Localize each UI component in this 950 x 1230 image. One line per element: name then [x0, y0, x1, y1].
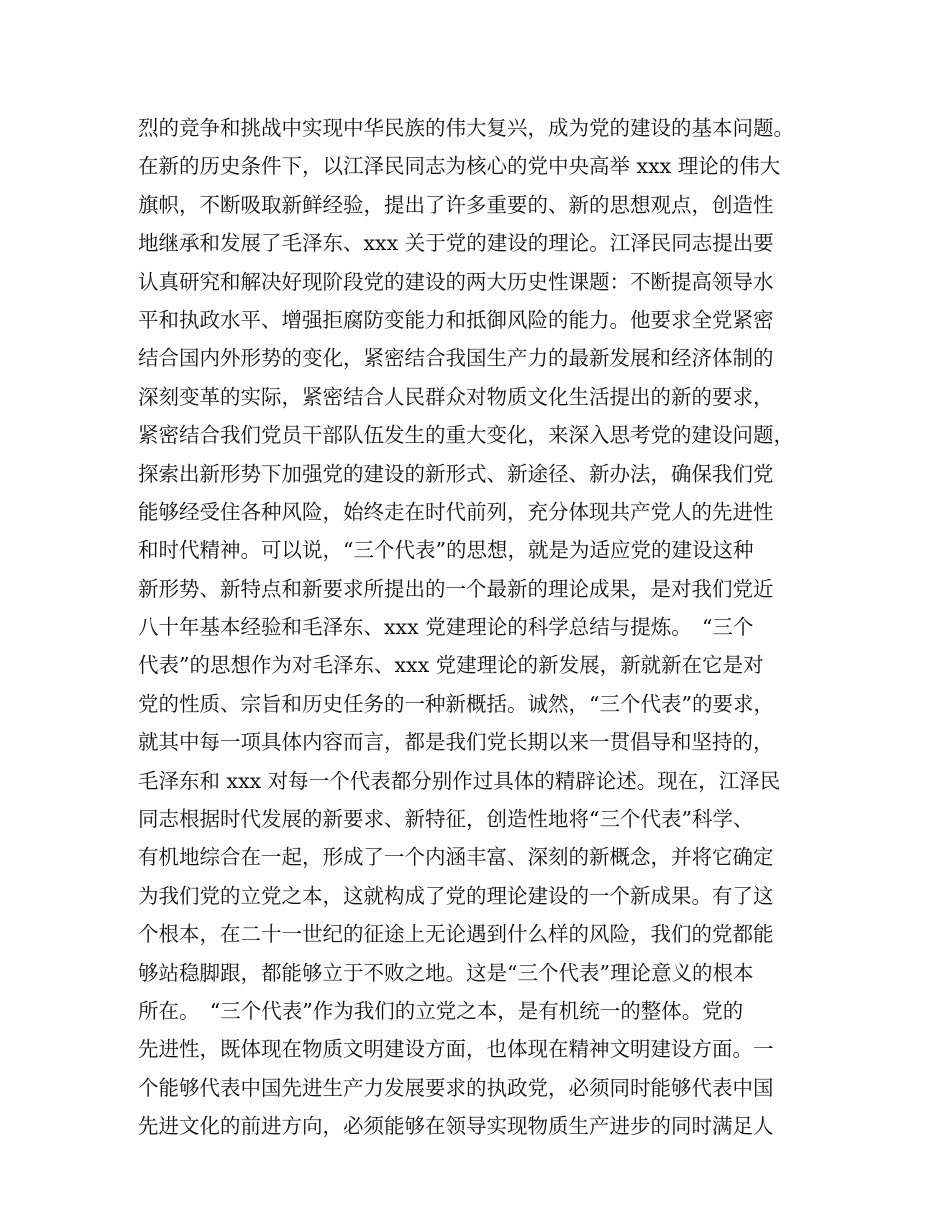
text-line: 能够经受住各种风险，始终走在时代前列，充分体现共产党人的先进性	[138, 499, 774, 524]
text-line: 够站稳脚跟，都能够立于不败之地。这是“三个代表”理论意义的根本	[138, 960, 754, 985]
text-line: 八十年基本经验和毛泽东、xxx 党建理论的科学总结与提炼。 “三个	[138, 615, 754, 640]
text-line: 先进文化的前进方向，必须能够在领导实现物质生产进步的同时满足人	[138, 1114, 774, 1139]
text-line: 毛泽东和 xxx 对每一个代表都分别作过具体的精辟论述。现在，江泽民	[138, 768, 781, 793]
text-line: 探索出新形势下加强党的建设的新形式、新途径、新办法，确保我们党	[138, 461, 774, 486]
text-line: 地继承和发展了毛泽东、xxx 关于党的建设的理论。江泽民同志提出要	[138, 231, 774, 256]
body-text	[138, 109, 828, 1146]
text-line: 深刻变革的实际，紧密结合人民群众对物质文化生活提出的新的要求，	[138, 384, 774, 409]
text-line: 紧密结合我们党员干部队伍发生的重大变化，来深入思考党的建设问题，	[138, 423, 794, 448]
text-line: 旗帜，不断吸取新鲜经验，提出了许多重要的、新的思想观点，创造性	[138, 192, 774, 217]
text-line: 同志根据时代发展的新要求、新特征，创造性地将“三个代表”科学、	[138, 807, 754, 832]
text-line: 和时代精神。可以说，“三个代表”的思想，就是为适应党的建设这种	[138, 538, 754, 563]
text-line: 烈的竞争和挑战中实现中华民族的伟大复兴，成为党的建设的基本问题。	[138, 116, 794, 140]
text-line: 个根本，在二十一世纪的征途上无论遇到什么样的风险，我们的党都能	[138, 922, 774, 947]
text-line: 就其中每一项具体内容而言，都是我们党长期以来一贯倡导和坚持的，	[138, 730, 774, 755]
text-line: 所在。 “三个代表”作为我们的立党之本，是有机统一的整体。党的	[138, 998, 744, 1023]
text-line: 结合国内外形势的变化，紧密结合我国生产力的最新发展和经济体制的	[138, 346, 774, 371]
text-line: 在新的历史条件下，以江泽民同志为核心的党中央高举 xxx 理论的伟大	[138, 154, 781, 179]
text-line: 先进性，既体现在物质文明建设方面，也体现在精神文明建设方面。一	[138, 1037, 774, 1062]
text-line: 党的性质、宗旨和历史任务的一种新概括。诚然，“三个代表”的要求，	[138, 691, 774, 716]
text-line: 新形势、新特点和新要求所提出的一个最新的理论成果，是对我们党近	[138, 576, 774, 601]
text-line: 为我们党的立党之本，这就构成了党的理论建设的一个新成果。有了这	[138, 883, 774, 908]
text-line: 认真研究和解决好现阶段党的建设的两大历史性课题：不断提高领导水	[138, 269, 774, 294]
text-line: 有机地综合在一起，形成了一个内涵丰富、深刻的新概念，并将它确定	[138, 845, 774, 870]
text-line: 平和执政水平、增强拒腐防变能力和抵御风险的能力。他要求全党紧密	[138, 307, 774, 332]
text-line: 代表”的思想作为对毛泽东、xxx 党建理论的新发展，新就新在它是对	[138, 653, 764, 678]
text-line: 个能够代表中国先进生产力发展要求的执政党，必须同时能够代表中国	[138, 1075, 774, 1100]
